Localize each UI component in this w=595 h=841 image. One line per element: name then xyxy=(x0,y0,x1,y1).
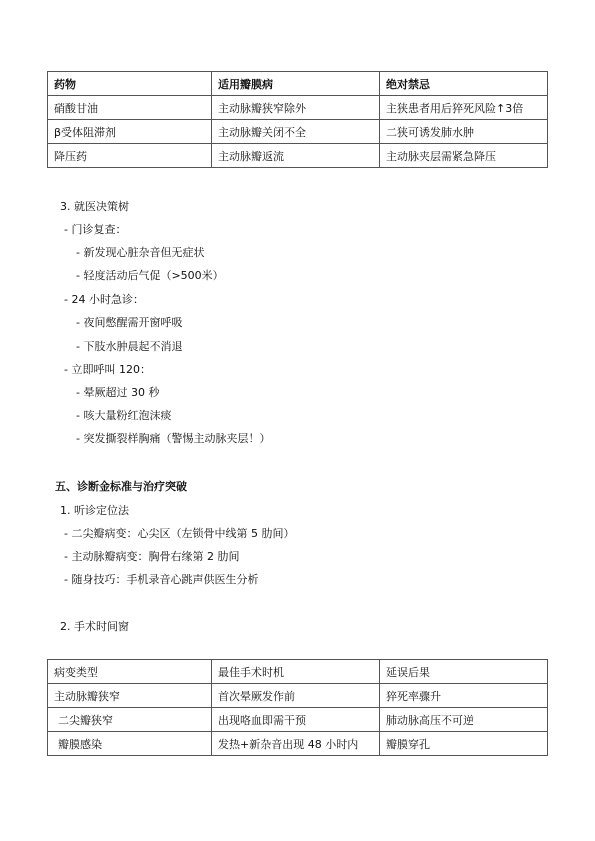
table-cell: β受体阻滞剂 xyxy=(48,120,212,144)
list-item: - 二尖瓣病变：心尖区（左锁骨中线第 5 肋间） xyxy=(64,527,295,540)
table-cell: 主动脉夹层需紧急降压 xyxy=(380,144,548,168)
subsection-title: 1. 听诊定位法 xyxy=(60,504,129,517)
table-cell: 瓣膜感染 xyxy=(48,732,212,756)
table-cell: 主动脉瓣狭窄除外 xyxy=(212,96,380,120)
table-row xyxy=(48,96,548,120)
header-cell: 病变类型 xyxy=(48,660,212,684)
list-item: - 晕厥超过 30 秒 xyxy=(76,386,160,399)
table-cell: 猝死率骤升 xyxy=(380,684,548,708)
table-cell: 硝酸甘油 xyxy=(48,96,212,120)
list-item: - 下肢水肿晨起不消退 xyxy=(76,340,183,353)
table-header-row xyxy=(48,72,548,96)
table-row xyxy=(48,708,548,732)
decision-tree-title: 3. 就医决策树 xyxy=(60,200,129,213)
drug-contraindication-table xyxy=(47,71,548,168)
table-cell: 首次晕厥发作前 xyxy=(212,684,380,708)
table-cell: 出现咯血即需干预 xyxy=(212,708,380,732)
table-cell: 降压药 xyxy=(48,144,212,168)
table-cell: 二尖瓣狭窄 xyxy=(48,708,212,732)
table-cell: 主狭患者用后猝死风险↑3倍 xyxy=(380,96,548,120)
table-row xyxy=(48,144,548,168)
list-item: - 咳大量粉红泡沫痰 xyxy=(76,409,172,422)
list-item: - 突发撕裂样胸痛（警惕主动脉夹层！） xyxy=(76,432,271,445)
table-cell: 主动脉瓣返流 xyxy=(212,144,380,168)
table-cell: 主动脉瓣关闭不全 xyxy=(212,120,380,144)
table-cell: 发热+新杂音出现 48 小时内 xyxy=(212,732,380,756)
subsection-title: 2. 手术时间窗 xyxy=(60,620,129,633)
table-cell: 瓣膜穿孔 xyxy=(380,732,548,756)
table-row xyxy=(48,732,548,756)
group-label-outpatient: - 门诊复查： xyxy=(64,223,127,236)
header-cell: 最佳手术时机 xyxy=(212,660,380,684)
list-item: - 轻度活动后气促（>500米） xyxy=(76,269,224,282)
table-cell: 肺动脉高压不可逆 xyxy=(380,708,548,732)
header-cell: 适用瓣膜病 xyxy=(212,72,380,96)
table-row xyxy=(48,684,548,708)
table-cell: 主动脉瓣狭窄 xyxy=(48,684,212,708)
surgery-window-table xyxy=(47,659,548,756)
list-item: - 新发现心脏杂音但无症状 xyxy=(76,246,205,259)
list-item: - 主动脉瓣病变：胸骨右缘第 2 肋间 xyxy=(64,550,240,563)
table-row xyxy=(48,120,548,144)
list-item: - 夜间憋醒需开窗呼吸 xyxy=(76,316,183,329)
table-header-row xyxy=(48,660,548,684)
table-cell: 二狭可诱发肺水肿 xyxy=(380,120,548,144)
section-heading: 五、诊断金标准与治疗突破 xyxy=(55,480,187,493)
group-label-call-120: - 立即呼叫 120： xyxy=(64,363,151,376)
list-item: - 随身技巧：手机录音心跳声供医生分析 xyxy=(64,573,259,586)
group-label-emergency: - 24 小时急诊： xyxy=(64,293,144,306)
header-cell: 延误后果 xyxy=(380,660,548,684)
header-cell: 绝对禁忌 xyxy=(380,72,548,96)
header-cell: 药物 xyxy=(48,72,212,96)
